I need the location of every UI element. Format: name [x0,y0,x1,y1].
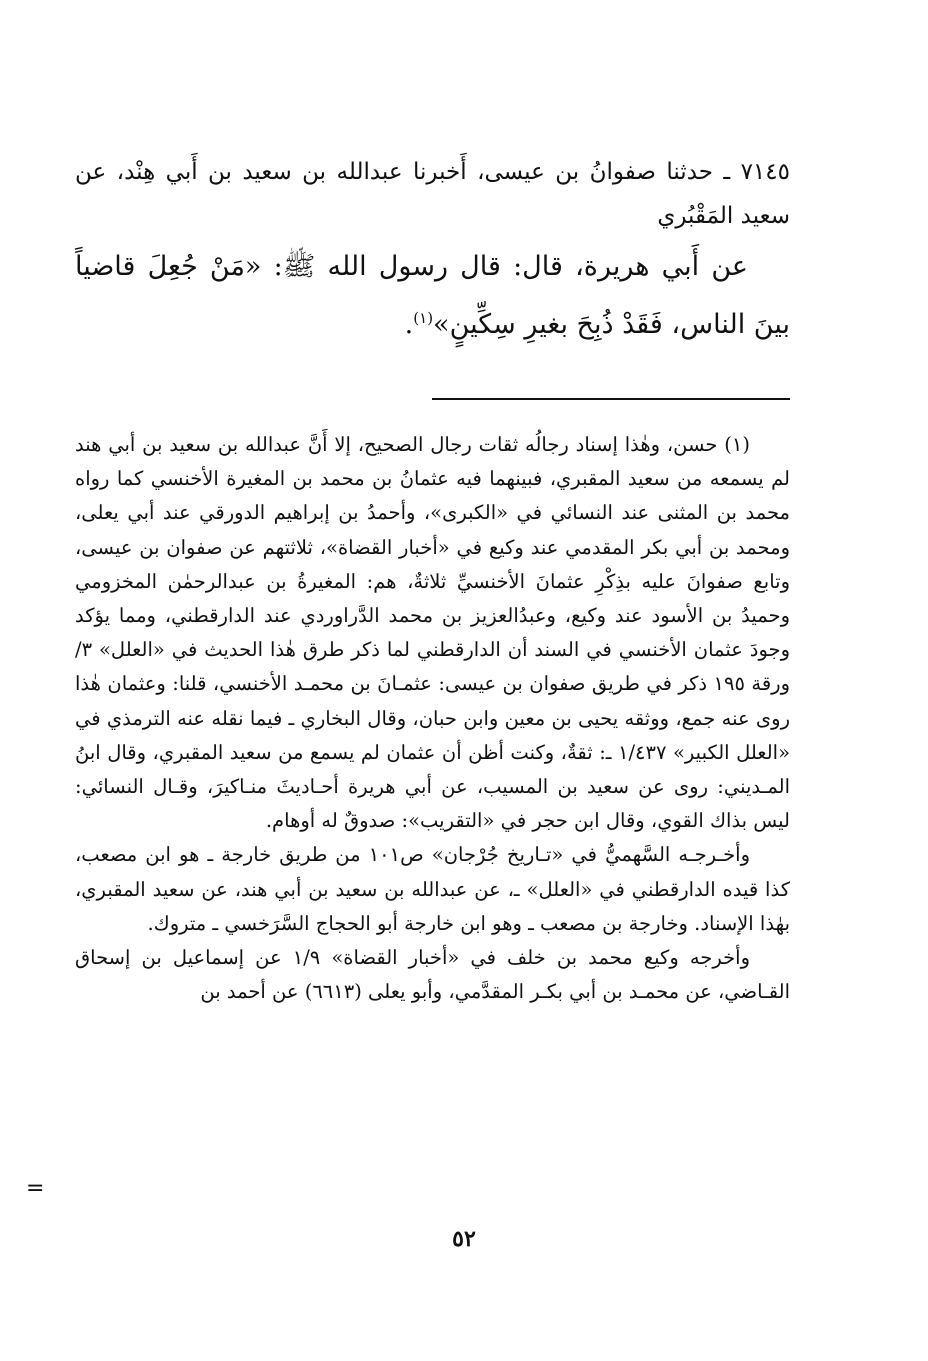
hadith-chain [75,150,790,238]
footnote-paragraph-2: وأخـرجـه السَّهميُّ في «تـاريخ جُرْجان» ص١٠١ من طريق خارجة ـ هو ابن مصعب، كذا قيده الدارقطني في «العلل» ـ، عن عبدالله بن سعيد بن أبي هند، عن سعيد المقبري، بهٰذا الإسناد. وخارجة بن مصعب ـ وهو ابن خارجة أبو الحجاج السَّرَخسي ـ متروك. [75,843,790,935]
footnote-paragraph-3: وأخرجه وكيع محمد بن خلف في «أخبار القضاة» ١/٩ عن إسماعيل بن إسحاق القـاضي، عن محمـد بن أبي بكـر المقدَّمي، وأبو يعلى (٦٦١٣) عن أحمد بن [75,946,790,1004]
footnotes [75,428,790,1009]
footnote-paragraph-1: (١) حسن، وهٰذا إسناد رجالُه ثقات رجال الصحيح، إلا أَنَّ عبدالله بن سعيد بن أبي هند لم يسمعه من سعيد المقبري، فبينهما فيه عثمانُ بن محمد بن المغيرة الأخنسي كما رواه محمد بن المثنى عند النسائي في «الكبرى»، وأحمدُ بن إبراهيم الدورقي عند أبي يعلى، ومحمد بن أبي بكر المقدمي عند وكيع في «أخبار القضاة»، ثلاثتهم عن صفوان بن عيسى، وتابع صفوانَ عليه بذِكْرِ عثمانَ الأخنسيِّ ثلاثةٌ، هم: المغيرةُ بن عبدالرحمٰن المخزومي وحميدُ بن الأسود عند وكيع، وعبدُالعزيز بن محمد الدَّراوردي عند الدارقطني، ومما يؤكد وجودَ عثمان الأخنسي في السند أن الدارقطني لما ذكر طرق هٰذا الحديث في «العلل» ٣/ورقة ١٩٥ ذكر في طريق صفوان بن عيسى: عثمـانَ بن محمـد الأخنسي، قلنا: وعثمان هٰذا روى عنه جمع، ووثقه يحيى بن معين وابن حبان، وقال البخاري ـ فيما نقله عنه الترمذي في «العلل الكبير» ١/٤٣٧ ـ: ثقةٌ، وكنت أظن أن عثمان لم يسمع من سعيد المقبري، وقال ابنُ المـديني: روى عن سعيد بن المسيب، عن أبي هريرة أحـاديثَ منـاكيرَ، وقـال النسائي: ليس بذاك القوي، وقال ابن حجر في «التقريب»: صدوقٌ له أوهام. [75,433,791,833]
page-number: ٥٢ [452,1226,476,1252]
hadith-body-text: عن أَبي هريرة، قال: قال رسول الله ﷺ: «مَنْ جُعِلَ قاضياً بينَ الناس، فَقَدْ ذُبِحَ بغيرِ سِكِّينٍ» [75,251,790,340]
hadith-chain-text: ٧١٤٥ ـ حدثنا صفوانُ بن عيسى، أَخبرنا عبدالله بن سعيد بن أَبي هِنْد، عن سعيد المَقْبُري [75,159,790,229]
footnote-marker: (١) [413,309,434,327]
hadith-text [75,150,790,354]
continuation-mark: = [26,1176,45,1201]
hadith-body: عن أَبي هريرة، قال: قال رسول الله ﷺ: «مَنْ جُعِلَ قاضياً بينَ الناس، فَقَدْ ذُبِحَ بغيرِ سِكِّينٍ»$^{(١)}$. [75,251,790,340]
footnote-separator [432,398,790,400]
